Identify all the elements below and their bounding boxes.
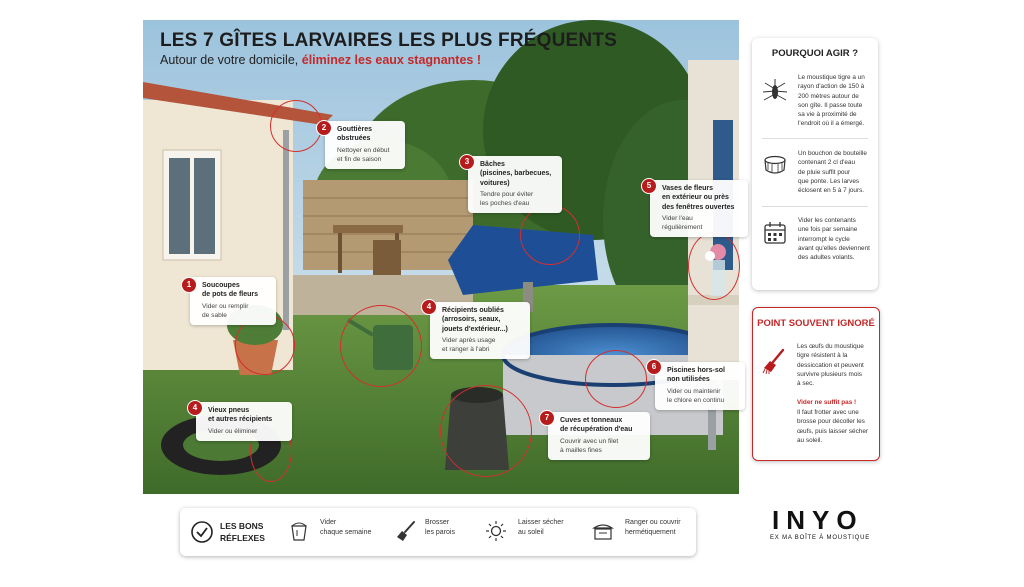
calendar-icon bbox=[762, 220, 788, 246]
badge-1: 1 bbox=[181, 277, 197, 293]
callout-title: Cuves et tonneaux de récupération d'eau bbox=[560, 417, 633, 434]
badge-4b: 4 bbox=[187, 400, 203, 416]
callout-desc: Vider l'eau régulièrement bbox=[662, 215, 703, 232]
ring-vase bbox=[688, 232, 740, 300]
callout-desc: Tendre pour éviter les poches d'eau bbox=[480, 191, 534, 208]
divider bbox=[762, 206, 868, 207]
badge-4: 4 bbox=[421, 299, 437, 315]
reflexes-title: LES BONS RÉFLEXES bbox=[220, 521, 265, 544]
why-act-panel bbox=[752, 38, 878, 290]
callout-title: Vieux pneus et autres récipients bbox=[208, 407, 273, 424]
callout-desc: Vider ou remplir de sable bbox=[202, 302, 249, 319]
callout-tires bbox=[196, 402, 292, 441]
subtitle-highlight: éliminez les eaux stagnantes ! bbox=[301, 53, 481, 67]
subtitle-prefix: Autour de votre domicile, bbox=[160, 53, 299, 67]
page-title: LES 7 GÎTES LARVAIRES LES PLUS FRÉQUENTS bbox=[160, 30, 618, 51]
reflex-store: Ranger ou couvrir hermétiquement bbox=[625, 519, 681, 537]
callout-title: Piscines hors-sol non utilisées bbox=[667, 367, 725, 384]
callout-title: Gouttières obstruées bbox=[337, 126, 373, 143]
brand-tagline: EX MA BOÎTE À MOUSTIQUE bbox=[770, 535, 871, 541]
reflex-dry: Laisser sécher au soleil bbox=[518, 519, 564, 537]
why-text-1: Le moustique tigre a un rayon d'action de 150 à 200 mètres autour de son gîte. Il passe toute sa vie à proximité de l'endroit où il a émergé. bbox=[798, 74, 865, 128]
bucket-icon bbox=[288, 520, 310, 542]
callout-desc: Couvrir avec un filet à mailles fines bbox=[560, 437, 619, 454]
badge-7: 7 bbox=[539, 410, 555, 426]
callout-title: Soucoupes de pots de fleurs bbox=[202, 282, 259, 299]
ring-barrel bbox=[440, 385, 532, 477]
callout-title: Vases de fleurs en extérieur ou près des fenêtres ouvertes bbox=[662, 185, 735, 211]
callout-desc: Vider après usage et ranger à l'abri bbox=[442, 337, 496, 354]
callout-gutters bbox=[325, 121, 405, 169]
ring-pool bbox=[585, 350, 647, 408]
reflex-brush: Brosser les parois bbox=[425, 519, 455, 537]
ring-tarp bbox=[520, 205, 580, 265]
divider bbox=[762, 138, 868, 139]
callout-containers bbox=[430, 302, 530, 359]
why-act-title: POURQUOI AGIR ? bbox=[771, 48, 859, 59]
badge-6: 6 bbox=[646, 359, 662, 375]
callout-desc: Vider ou éliminer bbox=[208, 427, 258, 435]
sun-icon bbox=[485, 520, 507, 542]
badge-5: 5 bbox=[641, 178, 657, 194]
callout-pools bbox=[655, 362, 745, 410]
callout-desc: Nettoyer en début et fin de saison bbox=[337, 146, 390, 163]
good-reflexes-bar bbox=[180, 508, 696, 556]
callout-tarps bbox=[468, 156, 562, 213]
brand-logo: INYO bbox=[772, 505, 864, 535]
badge-3: 3 bbox=[459, 154, 475, 170]
why-text-2: Un bouchon de bouteille contenant 2 cl d'eau de pluie suffit pour que ponte. Les larves éclosent en 5 à 7 jours. bbox=[798, 150, 867, 195]
ignored-warning: Vider ne suffit pas ! bbox=[797, 399, 857, 406]
callout-saucers bbox=[190, 277, 276, 325]
storage-icon bbox=[592, 520, 614, 542]
why-text-3: Vider les contenants une fois par semaine interrompt le cycle avant qu'elles deviennent des adultes volants. bbox=[798, 217, 870, 262]
ring-gutter bbox=[270, 100, 322, 152]
ring-watering-can bbox=[340, 305, 422, 387]
callout-desc: Vider ou maintenir le chlore en continu bbox=[667, 387, 725, 404]
reflex-empty: Vider chaque semaine bbox=[320, 519, 372, 537]
callout-title: Récipients oubliés (arrosoirs, seaux, jouets d'extérieur...) bbox=[442, 307, 508, 333]
often-ignored-panel bbox=[752, 307, 880, 461]
callout-title: Bâches (piscines, barbecues, voitures) bbox=[480, 161, 552, 187]
ignored-text-2: Il faut frotter avec une brosse pour décoller les œufs, puis laisser sécher au soleil. bbox=[797, 409, 869, 444]
brush-icon bbox=[761, 348, 787, 374]
page-subtitle bbox=[160, 53, 481, 67]
badge-2: 2 bbox=[316, 120, 332, 136]
brush-icon bbox=[395, 520, 417, 542]
often-ignored-title: POINT SOUVENT IGNORÉ bbox=[757, 318, 875, 329]
ignored-text: Les œufs du moustique tigre résistent à la dessiccation et peuvent survivre plusieurs mois à sec. bbox=[797, 343, 864, 388]
callout-vases bbox=[650, 180, 748, 237]
check-circle-icon bbox=[190, 520, 214, 544]
callout-barrels bbox=[548, 412, 650, 460]
bottle-cap-icon bbox=[762, 152, 788, 178]
mosquito-icon bbox=[762, 78, 788, 104]
